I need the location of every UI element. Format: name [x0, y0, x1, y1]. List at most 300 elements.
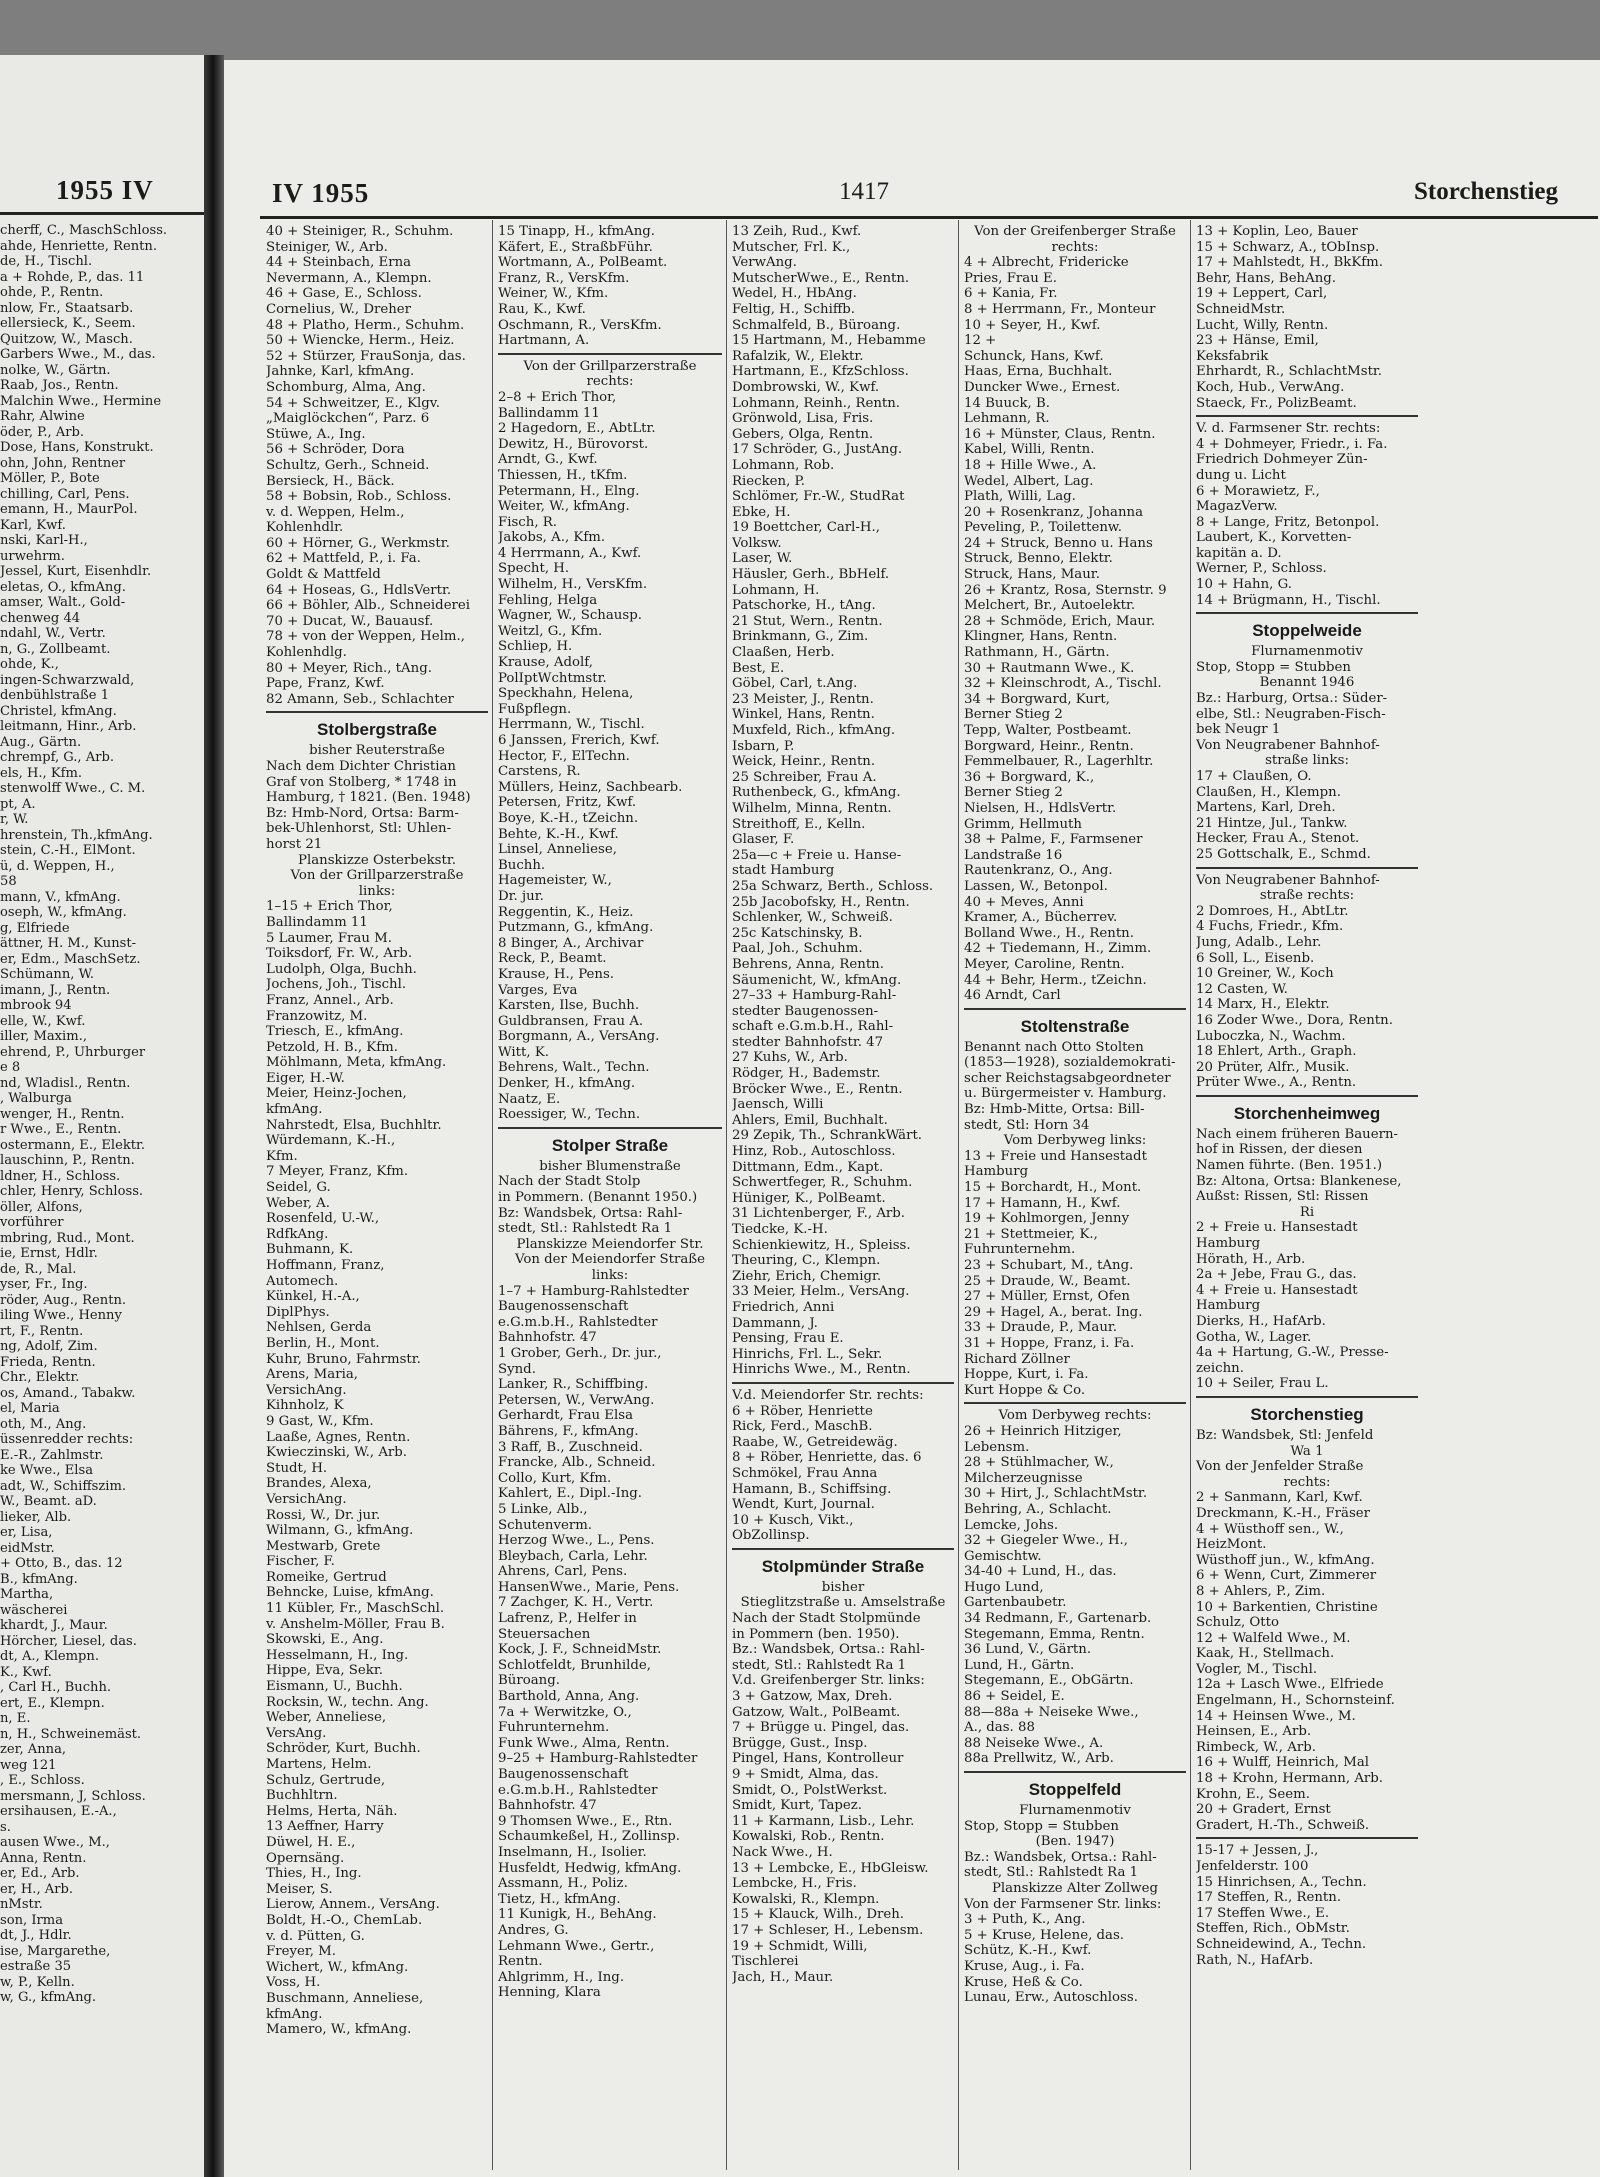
directory-entry: Graf von Stolberg, * 1748 in: [266, 774, 457, 790]
directory-entry: Büroang.: [498, 1673, 560, 1689]
directory-entry: bek Neugr 1: [1196, 722, 1281, 738]
left-page-line: ke Wwe., Elsa: [0, 1463, 94, 1478]
directory-entry: Schaumkeßel, H., Zollinsp.: [498, 1829, 681, 1845]
left-page-line: a + Rohde, P., das. 11: [0, 269, 145, 285]
directory-entry: Kohlenhdlr.: [266, 520, 344, 536]
centered-note: bisher: [821, 1579, 865, 1595]
directory-entry: Martens, Helm.: [266, 1757, 372, 1772]
section-rule: [964, 1008, 1186, 1010]
left-page-line: n, H., Schweinemäst.: [0, 1726, 142, 1742]
directory-entry: 12 +: [964, 333, 997, 349]
directory-entry: Häusler, Gerh., BbHelf.: [732, 567, 890, 583]
directory-entry: 3 + Gatzow, Max, Dreh.: [732, 1689, 893, 1705]
left-page-line: eidMstr.: [0, 1540, 55, 1556]
left-page-line: Anna, Rentn.: [0, 1850, 87, 1866]
directory-entry: Friedrich Dohmeyer Zün-: [1196, 452, 1368, 468]
directory-entry: 6 + Kania, Fr.: [964, 286, 1058, 302]
directory-entry: Tietz, H., kfmAng.: [498, 1891, 621, 1907]
directory-entry: Jung, Adalb., Lehr.: [1196, 934, 1322, 950]
directory-entry: Henning, Klara: [498, 1985, 601, 2001]
directory-entry: Grönwold, Lisa, Fris.: [732, 411, 874, 427]
left-page-line: röder, Aug., Rentn.: [0, 1292, 127, 1308]
directory-entry: Friedrich, Anni: [732, 1299, 835, 1315]
directory-entry: 30 + Rautmann Wwe., K.: [964, 660, 1135, 676]
centered-note: Planskizze Osterbekstr.: [298, 852, 456, 868]
directory-entry: Ballindamm 11: [498, 405, 600, 421]
directory-entry: 5 + Kruse, Helene, das.: [964, 1927, 1125, 1943]
left-page-line: vorführer: [0, 1215, 64, 1230]
directory-entry: Gatzow, Walt., PolBeamt.: [732, 1704, 901, 1720]
left-page-line: üssenredder rechts:: [0, 1432, 134, 1447]
section-rule: [266, 711, 488, 713]
directory-entry: Lanker, R., Schiffbing.: [498, 1377, 649, 1393]
column-4: [964, 224, 1186, 2006]
directory-entry: 17 + Claußen, O.: [1196, 769, 1312, 784]
directory-entry: Hartmann, A.: [498, 333, 590, 349]
left-page-line: stein, C.-H., ElMont.: [0, 843, 136, 858]
directory-entry: Göbel, Carl, t.Ang.: [732, 676, 858, 692]
column-divider: [958, 220, 959, 2170]
directory-entry: Meier, Heinz-Jochen,: [266, 1086, 407, 1102]
directory-entry: Bahnhofstr. 47: [498, 1798, 597, 1814]
directory-entry: Pensing, Frau E.: [732, 1331, 844, 1347]
directory-entry: 8 + Lange, Fritz, Betonpol.: [1196, 514, 1380, 530]
directory-entry: Arndt, G., Kwf.: [498, 452, 598, 468]
directory-entry: Winkel, Hans, Rentn.: [732, 707, 875, 723]
directory-entry: Rick, Ferd., MaschB.: [732, 1419, 873, 1435]
street-heading: Stoppelfeld: [1028, 1780, 1122, 1799]
centered-note: links:: [358, 883, 396, 899]
left-page-line: os, Amand., Tabakw.: [0, 1385, 136, 1401]
directory-entry: Feltig, H., Schiffb.: [732, 301, 856, 317]
directory-entry: Rimbeck, W., Arb.: [1196, 1739, 1316, 1755]
left-page-line: khardt, J., Maur.: [0, 1618, 108, 1633]
directory-entry: Petersen, W., VerwAng.: [498, 1392, 655, 1408]
directory-entry: Gartenbaubetr.: [964, 1595, 1067, 1611]
directory-entry: Behrens, Anna, Rentn.: [732, 956, 884, 972]
directory-entry: Guldbransen, Frau A.: [498, 1013, 644, 1029]
directory-entry: Nach der Stadt Stolp: [498, 1174, 641, 1190]
directory-entry: Wüsthoff jun., W., kfmAng.: [1196, 1552, 1375, 1568]
centered-note: Stieglitzstraße u. Amselstraße: [740, 1595, 946, 1611]
directory-entry: Roessiger, W., Techn.: [498, 1107, 641, 1123]
directory-entry: HeizMont.: [1196, 1537, 1267, 1553]
directory-entry: Dewitz, H., Bürovorst.: [498, 436, 649, 452]
directory-entry: 25c Katschinsky, B.: [732, 925, 863, 941]
directory-entry: Jahnke, Karl, kfmAng.: [266, 364, 415, 380]
directory-entry: 52 + Stürzer, FrauSonja, das.: [266, 348, 466, 364]
directory-entry: Buhmann, K.: [266, 1242, 354, 1258]
left-page-line: nlow, Fr., Staatsarb.: [0, 300, 134, 316]
left-page-line: , E., Schloss.: [0, 1773, 85, 1788]
directory-entry: 20 + Gradert, Ernst: [1196, 1802, 1331, 1818]
directory-entry: 16 + Münster, Claus, Rentn.: [964, 426, 1156, 442]
directory-entry: 6 Janssen, Frerich, Kwf.: [498, 733, 660, 748]
left-page-line: r Wwe., E., Rentn.: [0, 1122, 122, 1137]
directory-entry: Gemischtw.: [964, 1548, 1042, 1564]
directory-entry: 20 + Rosenkranz, Johanna: [964, 504, 1144, 520]
directory-entry: 88 Neiseke Wwe., A.: [964, 1735, 1104, 1751]
section-rule: [1196, 867, 1418, 869]
directory-entry: 2 Domroes, H., AbtLtr.: [1196, 903, 1349, 919]
directory-entry: Kowalski, R., Klempn.: [732, 1891, 880, 1907]
directory-entry: VersichAng.: [266, 1491, 347, 1507]
directory-entry: 19 + Schmidt, Willi,: [732, 1938, 868, 1954]
left-page-line: w, G., kfmAng.: [0, 1990, 97, 2005]
directory-entry: Fußpflegn.: [498, 701, 572, 717]
directory-entry: Rentn.: [498, 1954, 543, 1970]
directory-entry: Reck, P., Beamt.: [498, 951, 607, 967]
street-heading: Stolper Straße: [551, 1135, 669, 1155]
directory-entry: Herrmann, W., Tischl.: [498, 717, 645, 733]
column-3: [732, 224, 954, 1985]
directory-entry: Berlin, H., Mont.: [266, 1335, 380, 1351]
directory-entry: Hamburg: [1196, 1298, 1261, 1314]
directory-entry: Petersen, Fritz, Kwf.: [498, 795, 637, 811]
left-page-line: ohde, K.,: [0, 657, 59, 672]
directory-entry: Behte, K.-H., Kwf.: [498, 826, 619, 842]
directory-entry: 3 + Puth, K., Ang.: [964, 1912, 1086, 1928]
left-page-line: er, Ed., Arb.: [0, 1866, 80, 1881]
directory-entry: Brügge, Gust., Insp.: [732, 1735, 868, 1751]
directory-entry: Fuhrunternehm.: [498, 1720, 610, 1736]
directory-entry: 14 Buuck, B.: [964, 395, 1051, 411]
street-heading: Stolpmünder Straße: [761, 1556, 925, 1576]
directory-entry: 16 + Wulff, Heinrich, Mal: [1196, 1755, 1370, 1771]
directory-entry: Bolland Wwe., H., Rentn.: [964, 925, 1134, 941]
directory-entry: Rödger, H., Bademstr.: [732, 1066, 881, 1082]
directory-entry: Kabel, Willi, Rentn.: [964, 442, 1095, 458]
left-page-line: leitmann, Hinr., Arb.: [0, 719, 137, 734]
directory-entry: Stüwe, A., Ing.: [266, 426, 366, 442]
directory-entry: Ballindamm 11: [266, 914, 368, 930]
left-page-line: w, P., Kelln.: [0, 1974, 75, 1990]
directory-entry: Eismann, U., Buchh.: [266, 1679, 403, 1695]
directory-entry: Lassen, W., Betonpol.: [964, 878, 1108, 894]
directory-entry: Hamburg, † 1821. (Ben. 1948): [266, 790, 471, 806]
directory-entry: Brandes, Alexa,: [266, 1476, 372, 1492]
directory-entry: Franz, R., VersKfm.: [498, 270, 630, 286]
left-page-line: n, E.: [0, 1711, 31, 1726]
directory-entry: Landstraße 16: [964, 847, 1063, 863]
directory-entry: Nach dem Dichter Christian: [266, 759, 456, 774]
column-2: [498, 224, 722, 2001]
centered-note: Von der Grillparzerstraße: [290, 868, 464, 884]
left-page-line: nski, Karl-H.,: [0, 533, 88, 548]
directory-entry: Weber, Anneliese,: [266, 1710, 387, 1726]
centered-note: bisher Blumenstraße: [539, 1158, 681, 1174]
directory-entry: Von Neugrabener Bahnhof-: [1196, 872, 1380, 888]
directory-entry: Hinrichs, Frl. L., Sekr.: [732, 1346, 883, 1362]
directory-entry: Schwertfeger, R., Schuhm.: [732, 1175, 913, 1191]
directory-entry: Jochens, Joh., Tischl.: [266, 977, 407, 993]
directory-entry: 14 + Brügmann, H., Tischl.: [1196, 592, 1381, 608]
directory-entry: Kuhr, Bruno, Fahrmstr.: [266, 1351, 421, 1367]
left-page-line: estraße 35: [0, 1959, 72, 1974]
directory-entry: 12 + Walfeld Wwe., M.: [1196, 1630, 1351, 1646]
left-page-line: zer, Anna,: [0, 1742, 67, 1757]
left-page-line: s.: [0, 1819, 11, 1835]
directory-entry: 26 + Heinrich Hitziger,: [964, 1423, 1122, 1439]
directory-entry: Hinrichs Wwe., M., Rentn.: [732, 1362, 911, 1378]
directory-entry: Lucht, Willy, Rentn.: [1196, 317, 1329, 333]
directory-entry: Jach, H., Maur.: [732, 1969, 834, 1985]
directory-entry: kfmAng.: [266, 1102, 323, 1118]
directory-entry: Laser, W.: [732, 551, 793, 567]
left-page-line: Chr., Elektr.: [0, 1370, 80, 1385]
directory-entry: Namen führte. (Ben. 1951.): [1196, 1158, 1383, 1174]
directory-entry: Riecken, P.: [732, 473, 806, 489]
directory-entry: 7 + Brügge u. Pingel, das.: [732, 1720, 910, 1736]
directory-entry: Milcherzeugnisse: [964, 1470, 1083, 1486]
directory-entry: Ebke, H.: [732, 504, 791, 520]
directory-entry: elbe, Stl.: Neugraben-Fisch-: [1196, 706, 1386, 722]
directory-entry: 60 + Hörner, G., Werkmstr.: [266, 535, 450, 551]
directory-entry: Hagemeister, W.,: [498, 873, 612, 889]
directory-entry: Fehling, Helga: [498, 592, 598, 608]
directory-entry: Carstens, R.: [498, 764, 581, 780]
directory-entry: 7 Meyer, Franz, Kfm.: [266, 1164, 409, 1180]
directory-entry: Nach einem früheren Bauern-: [1196, 1126, 1399, 1142]
directory-entry: 15-17 + Jessen, J.,: [1196, 1843, 1319, 1859]
directory-entry: Nehlsen, Gerda: [266, 1320, 372, 1336]
directory-entry: 34 Redmann, F., Gartenarb.: [964, 1611, 1152, 1627]
left-page-line: Dose, Hans, Konstrukt.: [0, 440, 154, 455]
directory-entry: Hoffmann, Franz,: [266, 1258, 385, 1273]
directory-entry: Bröcker Wwe., E., Rentn.: [732, 1081, 903, 1097]
directory-entry: Ehrhardt, R., SchlachtMstr.: [1196, 364, 1383, 380]
directory-entry: 42 + Tiedemann, H., Zimm.: [964, 941, 1152, 957]
left-page-line: lauschinn, P., Rentn.: [0, 1153, 135, 1168]
directory-entry: 4 Fuchs, Friedr., Kfm.: [1196, 919, 1344, 935]
directory-entry: Mamero, W., kfmAng.: [266, 2022, 412, 2038]
left-page-line: Quitzow, W., Masch.: [0, 331, 133, 347]
directory-entry: 10 + Hahn, G.: [1196, 577, 1292, 593]
directory-entry: Schneidewind, A., Techn.: [1196, 1936, 1367, 1952]
directory-entry: Funk Wwe., Alma, Rentn.: [498, 1735, 670, 1751]
directory-entry: Steffen, Rich., ObMstr.: [1196, 1921, 1350, 1937]
directory-entry: Kwieczinski, W., Arb.: [266, 1445, 408, 1461]
directory-entry: Von der Jenfelder Straße: [1196, 1459, 1364, 1475]
left-page-line: weg 121: [0, 1757, 57, 1773]
directory-entry: Helms, Herta, Näh.: [266, 1803, 398, 1819]
directory-entry: 9 Gast, W., Kfm.: [266, 1413, 374, 1429]
directory-entry: Hippe, Eva, Sekr.: [266, 1663, 383, 1679]
directory-entry: Kruse, Heß & Co.: [964, 1974, 1083, 1990]
directory-entry: Dr. jur.: [498, 888, 544, 904]
centered-note: bisher Reuterstraße: [309, 743, 445, 759]
directory-entry: Streithoff, E., Kelln.: [732, 816, 866, 832]
directory-entry: Isbarn, P.: [732, 738, 795, 754]
left-page-line: e 8: [0, 1060, 21, 1075]
left-page-line: oseph, W., kfmAng.: [0, 905, 127, 920]
directory-entry: Hinz, Rob., Autoschloss.: [732, 1144, 896, 1160]
directory-entry: Femmelbauer, R., Lagerhltr.: [964, 754, 1154, 770]
directory-entry: Lohmann, Rob.: [732, 457, 835, 473]
street-heading: Stoppelweide: [1252, 621, 1362, 641]
left-page-line: B., kfmAng.: [0, 1571, 78, 1587]
directory-entry: Behr, Hans, BehAng.: [1196, 270, 1337, 286]
directory-entry: Denker, H., kfmAng.: [498, 1076, 636, 1092]
directory-entry: 3 Raff, B., Zuschneid.: [498, 1439, 643, 1455]
directory-entry: Dittmann, Edm., Kapt.: [732, 1159, 884, 1175]
directory-entry: Putzmann, G., kfmAng.: [498, 920, 654, 936]
left-page-line: ohn, John, Rentner: [0, 455, 126, 471]
directory-entry: 32 + Giegeler Wwe., H.,: [964, 1533, 1128, 1549]
directory-entry: Künkel, H.-A.,: [266, 1289, 360, 1305]
directory-entry: Kruse, Aug., i. Fa.: [964, 1958, 1085, 1974]
directory-entry: Claußen, H., Klempn.: [1196, 784, 1341, 800]
directory-entry: Stegemann, Emma, Rentn.: [964, 1626, 1145, 1642]
directory-entry: 88—88a + Neiseke Wwe.,: [964, 1704, 1139, 1720]
directory-entry: schaft e.G.m.b.H., Rahl-: [732, 1019, 894, 1035]
directory-entry: Kaak, H., Stellmach.: [1196, 1646, 1335, 1662]
directory-entry: 2 + Freie u. Hansestadt: [1196, 1220, 1358, 1236]
directory-entry: 25 Gottschalk, E., Schmd.: [1196, 846, 1371, 862]
directory-entry: dung u. Licht: [1196, 467, 1286, 483]
directory-entry: 9 + Smidt, Alma, das.: [732, 1767, 879, 1782]
directory-entry: stedt, Stl.: Rahlstedt Ra 1: [732, 1657, 907, 1673]
directory-entry: 5 Laumer, Frau M.: [266, 930, 392, 946]
directory-entry: Vogler, M., Tischl.: [1196, 1661, 1318, 1677]
centered-note: Planskizze Alter Zollweg: [991, 1880, 1159, 1896]
left-page-line: de, R., Mal.: [0, 1261, 77, 1277]
left-page-line: ingen-Schwarzwald,: [0, 672, 135, 688]
directory-entry: 58 + Bobsin, Rob., Schloss.: [266, 489, 452, 505]
directory-entry: Bz: Hmb-Mitte, Ortsa: Bill-: [964, 1102, 1145, 1118]
left-page-line: yser, Fr., Ing.: [0, 1277, 88, 1292]
left-page-line: dt, J., Hdlr.: [0, 1928, 72, 1943]
directory-entry: Gotha, W., Lager.: [1196, 1329, 1312, 1345]
directory-entry: 15 Hartmann, M., Hebamme: [732, 333, 926, 349]
left-page-line: + Otto, B., das. 12: [0, 1556, 123, 1571]
directory-entry: Bz.: Wandsbek, Ortsa.: Rahl-: [732, 1642, 925, 1658]
directory-entry: 27 + Müller, Ernst, Ofen: [964, 1289, 1130, 1305]
directory-entry: 8 + Ahlers, P., Zim.: [1196, 1583, 1326, 1599]
directory-entry: Kahlert, E., Dipl.-Ing.: [498, 1486, 643, 1502]
directory-entry: Müllers, Heinz, Sachbearb.: [498, 779, 683, 795]
left-page-line: ohde, P., Rentn.: [0, 285, 104, 300]
centered-note: rechts:: [1283, 1474, 1331, 1490]
directory-entry: Meyer, Caroline, Rentn.: [964, 956, 1125, 972]
directory-entry: Hugo Lund,: [964, 1579, 1044, 1595]
directory-entry: 56 + Schröder, Dora: [266, 442, 405, 458]
directory-entry: Prüter Wwe., A., Rentn.: [1196, 1075, 1357, 1091]
directory-entry: Bz.: Wandsbek, Ortsa.: Rahl-: [964, 1849, 1157, 1865]
directory-entry: Bz.: Harburg, Ortsa.: Süder-: [1196, 691, 1388, 707]
left-page-line: de, H., Tischl.: [0, 254, 93, 269]
directory-entry: 80 + Meyer, Rich., tAng.: [266, 660, 432, 676]
left-page-line: Christel, kfmAng.: [0, 703, 117, 719]
directory-entry: 19 Boettcher, Carl-H.,: [732, 520, 880, 536]
directory-entry: 88a Prellwitz, W., Arb.: [964, 1751, 1114, 1767]
directory-entry: Kohlenhdlg.: [266, 645, 347, 661]
directory-entry: Keksfabrik: [1196, 348, 1269, 364]
directory-entry: 9–25 + Hamburg-Rahlstedter: [498, 1751, 698, 1767]
directory-entry: Goldt & Mattfeld: [266, 567, 381, 583]
centered-note: Von der Meiendorfer Straße: [514, 1252, 706, 1268]
directory-entry: Schröder, Kurt, Buchh.: [266, 1741, 421, 1757]
directory-entry: Jenfelderstr. 100: [1196, 1859, 1309, 1874]
directory-entry: 25a—c + Freie u. Hanse-: [732, 847, 902, 863]
centered-note: Planskizze Meiendorfer Str.: [516, 1236, 704, 1252]
directory-entry: Mutscher, Frl. K.,: [732, 239, 851, 255]
section-rule: [1196, 415, 1418, 417]
left-page-line: adt, W., Schiffszim.: [0, 1478, 127, 1494]
directory-entry: Borgward, Heinr., Rentn.: [964, 738, 1134, 754]
directory-entry: 18 + Krohn, Hermann, Arb.: [1196, 1771, 1384, 1787]
directory-entry: Bz: Wandsbek, Ortsa: Rahl-: [498, 1205, 683, 1221]
directory-entry: ObZollinsp.: [732, 1528, 810, 1544]
directory-entry: 4 Herrmann, A., Kwf.: [498, 545, 642, 561]
directory-entry: Plath, Willi, Lag.: [964, 489, 1076, 505]
left-page-line: ausen Wwe., M.,: [0, 1835, 110, 1850]
left-page-line: Rahr, Alwine: [0, 409, 85, 424]
directory-entry: 13 Zeih, Rud., Kwf.: [732, 224, 862, 239]
directory-entry: MutscherWwe., E., Rentn.: [732, 270, 910, 286]
directory-entry: Fischer, F.: [266, 1554, 335, 1570]
directory-entry: Francke, Alb., Schneid.: [498, 1455, 656, 1471]
left-page-line: eletas, O., kfmAng.: [0, 579, 126, 595]
directory-entry: Lembcke, H., Fris.: [732, 1876, 857, 1892]
centered-note: Vom Derbyweg links:: [1003, 1133, 1147, 1149]
directory-entry: Schunck, Hans, Kwf.: [964, 348, 1104, 364]
directory-entry: Muxfeld, Rich., kfmAng.: [732, 723, 896, 738]
directory-entry: 17 + Hamann, H., Kwf.: [964, 1195, 1121, 1211]
directory-entry: Schmalfeld, B., Büroang.: [732, 317, 901, 333]
directory-entry: 26 + Krantz, Rosa, Sternstr. 9: [964, 582, 1167, 598]
left-page-line: , Walburga: [0, 1091, 72, 1106]
directory-entry: Cornelius, W., Dreher: [266, 301, 412, 317]
directory-entry: (1853—1928), sozialdemokrati-: [964, 1055, 1176, 1071]
left-page-line: ert, E., Klempn.: [0, 1695, 105, 1711]
left-page-line: ellersieck, K., Seem.: [0, 316, 136, 331]
directory-entry: Nach der Stadt Stolpmünde: [732, 1611, 921, 1627]
directory-entry: 62 + Mattfeld, P., i. Fa.: [266, 551, 421, 567]
directory-entry: v. Anshelm-Möller, Frau B.: [266, 1616, 445, 1632]
directory-entry: 25 Schreiber, Frau A.: [732, 769, 877, 785]
directory-entry: Rath, N., HafArb.: [1196, 1952, 1314, 1968]
directory-entry: 2a + Jebe, Frau G., das.: [1196, 1267, 1357, 1283]
directory-entry: Wichert, W., kfmAng.: [266, 1959, 409, 1975]
directory-entry: Naatz, E.: [498, 1091, 561, 1107]
directory-entry: 19 + Kohlmorgen, Jenny: [964, 1211, 1130, 1227]
directory-entry: MagazVerw.: [1196, 499, 1278, 515]
directory-entry: 10 + Seyer, H., Kwf.: [964, 317, 1101, 333]
directory-entry: 36 Lund, V., Gärtn.: [964, 1642, 1092, 1658]
left-page-line: rt, F., Rentn.: [0, 1323, 84, 1339]
directory-entry: Wendt, Kurt, Journal.: [732, 1497, 875, 1513]
directory-entry: 12a + Lasch Wwe., Elfriede: [1196, 1677, 1384, 1693]
centered-note: Vom Derbyweg rechts:: [998, 1408, 1152, 1424]
right-page: [224, 60, 1600, 2177]
left-page-line: , Carl H., Buchh.: [0, 1680, 112, 1695]
directory-entry: Franz, Annel., Arb.: [266, 992, 394, 1008]
directory-entry: Synd.: [498, 1361, 536, 1377]
left-page-line: lieker, Alb.: [0, 1509, 72, 1525]
directory-entry: 82 Amann, Seb., Schlachter: [266, 691, 454, 707]
directory-entry: Triesch, E., kfmAng.: [266, 1024, 404, 1040]
left-page-line: Möller, P., Bote: [0, 471, 100, 486]
directory-entry: Voss, H.: [266, 1975, 321, 1991]
directory-entry: Varges, Eva: [498, 982, 578, 998]
directory-entry: 23 + Schubart, M., tAng.: [964, 1258, 1134, 1273]
directory-entry: Schultz, Gerh., Schneid.: [266, 457, 430, 473]
directory-entry: Wilhelm, Minna, Rentn.: [732, 800, 892, 816]
directory-entry: Laubert, K., Korvetten-: [1196, 530, 1352, 546]
directory-entry: Hamann, B., Schiffsing.: [732, 1481, 892, 1497]
left-page-line: chrempf, G., Arb.: [0, 750, 115, 765]
